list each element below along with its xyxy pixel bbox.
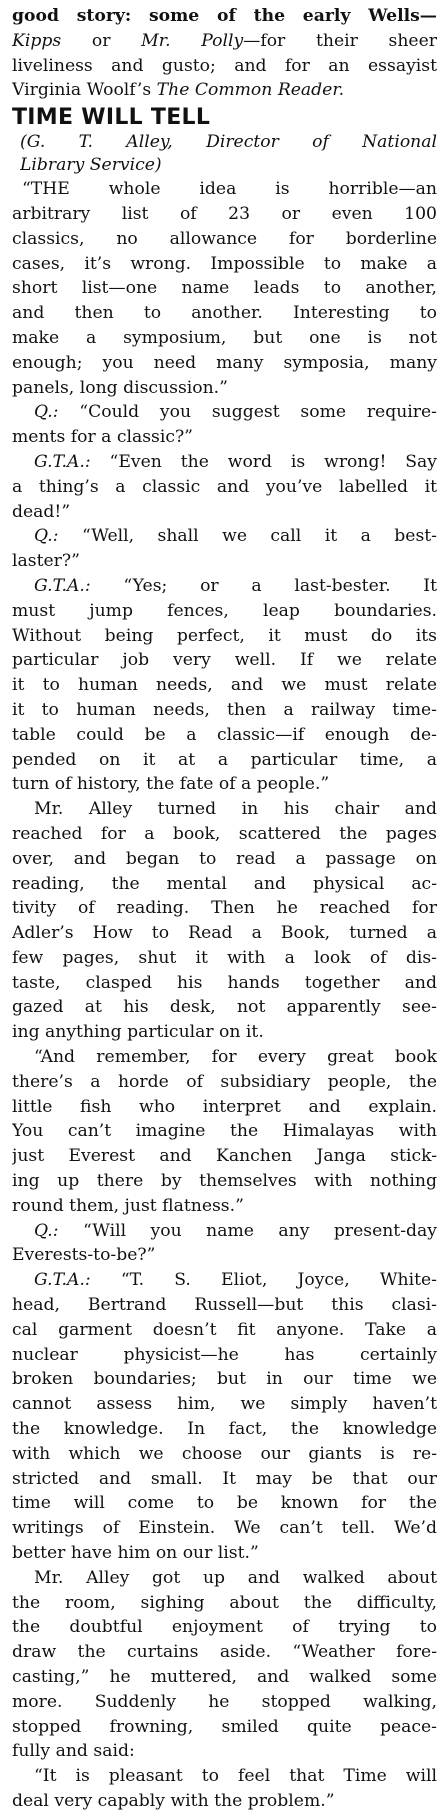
line-text: “Well, shall we call it a best- [58,526,437,547]
text-line [12,326,437,351]
text-line [12,301,437,326]
paragraph [12,400,437,450]
line-text: “Could you suggest some require- [58,402,437,423]
text-line [12,1268,437,1293]
line-text: cases, it’s wrong. Impossible to make a [12,253,437,274]
text-line [12,599,437,624]
text-line [12,698,437,723]
text-line [12,400,437,425]
paragraph [12,797,437,1045]
text-line [12,1219,437,1244]
text-line [12,1045,437,1070]
paragraph [12,1268,437,1566]
text-line [12,1318,437,1343]
text-line [12,1392,437,1417]
line-text: deal very capably with the problem.” [12,1790,335,1811]
intro-line: Virginia Woolf’s The Common Reader. [12,80,345,101]
article-body [12,177,437,1814]
line-text: tivity of reading. Then he reached for [12,898,437,919]
text-line [12,1516,437,1541]
line-text: “T. S. Eliot, Joyce, White- [90,1270,437,1291]
speaker-label: Q.: [34,402,59,423]
line-text: a thing’s a classic and you’ve labelled it [12,476,437,497]
line-text: You can’t imagine the Himalayas with [12,1121,437,1142]
line-text: ing up there by themselves with nothing [12,1171,437,1192]
text-line [12,1194,437,1219]
text-line [12,1789,437,1814]
text-line [12,1144,437,1169]
line-text: “THE whole idea is horrible—an [22,179,437,200]
line-text: gazed at his desk, not apparently see- [12,997,437,1018]
line-text: cannot assess him, we simply haven’t [12,1394,437,1415]
line-text: “It is pleasant to feel that Time will [34,1766,437,1787]
line-text: table could be a classic—if enough de- [12,724,437,745]
paragraph [12,524,437,574]
text-line [12,648,437,673]
line-text: reached for a book, scattered the pages [12,823,437,844]
text-line [12,995,437,1020]
line-text: ing anything particular on it. [12,1022,264,1043]
text-line [12,723,437,748]
paragraph [12,1219,437,1269]
speaker-label: G.T.A.: [34,575,91,596]
text-line [12,376,437,401]
line-text: classics, no allowance for borderline [12,228,437,249]
line-text: Everests-to-be?” [12,1245,156,1266]
line-text: it to human needs, then a railway time- [12,699,437,720]
text-line [12,921,437,946]
text-line [12,252,437,277]
text-line [12,351,437,376]
text-line [12,1293,437,1318]
text-line [12,425,437,450]
paragraph [12,1566,437,1764]
intro-line: good story: some of the early Wells— [12,6,437,26]
intro-block [12,4,437,103]
text-line [12,1169,437,1194]
line-text: turn of history, the fate of a people.” [12,774,330,795]
line-text: Mr. Alley got up and walked about [34,1567,437,1588]
line-text: time will come to be known for the [12,1493,437,1514]
line-text: fully and said: [12,1741,135,1762]
text-line [12,276,437,301]
line-text: reading, the mental and physical ac- [12,873,437,894]
line-text: the room, sighing about the difficulty, [12,1592,437,1613]
intro-line: Kipps or Mr. Polly—for their sheer [12,30,437,51]
line-text: Mr. Alley turned in his chair and [34,799,437,820]
line-text: panels, long discussion.” [12,377,228,398]
text-line [12,1070,437,1095]
text-line [12,1640,437,1665]
line-text: particular job very well. If we relate [12,650,437,671]
text-line [12,1119,437,1144]
line-text: enough; you need many symposia, many [12,352,437,373]
line-text: cal garment doesn’t fit anyone. Take a [12,1319,437,1340]
text-line [12,1615,437,1640]
line-text: stopped frowning, smiled quite peace- [12,1716,437,1737]
paragraph [12,1764,437,1814]
text-line [12,748,437,773]
speaker-label: Q.: [34,1220,59,1241]
line-text: laster?” [12,551,80,572]
text-line [12,1343,437,1368]
text-line [12,1367,437,1392]
line-text: “Yes; or a last-bester. It [90,575,437,596]
line-text: “Will you name any present-day [58,1220,437,1241]
line-text: taste, clasped his hands together and [12,972,437,993]
line-text: over, and began to read a passage on [12,848,437,869]
text-line [12,475,437,500]
text-line [12,202,437,227]
line-text: nuclear physicist—he has certainly [12,1344,437,1365]
line-text: the knowledge. In fact, the knowledge [12,1419,437,1440]
speaker-label: G.T.A.: [34,451,91,472]
line-text: Without being perfect, it must do its [12,625,437,646]
speaker-label: G.T.A.: [34,1270,91,1291]
text-line [12,450,437,475]
intro-line: liveliness and gusto; and for an essayist [12,55,437,76]
text-line [12,847,437,872]
speaker-label: Q.: [34,526,59,547]
line-text: dead!” [12,501,71,522]
paragraph [12,574,437,797]
line-text: broken boundaries; but in our time we [12,1369,437,1390]
text-line [12,822,437,847]
text-line [12,1739,437,1764]
line-text: head, Bertrand Russell—but this clasi- [12,1295,437,1316]
line-text: writings of Einstein. We can’t tell. We’d [12,1518,437,1539]
text-line [12,1417,437,1442]
text-line [12,1541,437,1566]
text-line [12,1591,437,1616]
text-line [12,1020,437,1045]
text-line [12,946,437,971]
line-text: ments for a classic?” [12,427,193,448]
text-line [12,549,437,574]
text-line [12,1764,437,1789]
line-text: must jump fences, leap boundaries. [12,600,437,621]
line-text: casting,” he muttered, and walked some [12,1667,437,1687]
section-heading: TIME WILL TELL [12,105,211,131]
line-text: little fish who interpret and explain. [12,1096,437,1117]
line-text: with which we choose our giants is re- [12,1443,437,1464]
text-line [12,624,437,649]
line-text: arbitrary list of 23 or even 100 [12,203,437,224]
text-line [12,524,437,549]
line-text: more. Suddenly he stopped walking, [12,1691,437,1712]
text-line [12,772,437,797]
text-line [12,673,437,698]
paragraph [12,177,437,400]
line-text: few pages, shut it with a look of dis- [12,947,437,968]
byline: (G. T. Alley, Director of National Library Service) [20,132,437,176]
line-text: round them, just flatness.” [12,1195,244,1216]
text-line [12,500,437,525]
line-text: draw the curtains aside. “Weather fore- [12,1642,437,1663]
paragraph [12,450,437,524]
line-text: Adler’s How to Read a Book, turned a [12,923,437,944]
line-text: it to human needs, and we must relate [12,675,437,696]
line-text: make a symposium, but one is not [12,327,437,348]
line-text: and then to another. Interesting to [12,303,437,324]
text-line [12,1690,437,1715]
text-line [12,574,437,599]
text-line [12,797,437,822]
line-text: pended on it at a particular time, a [12,749,437,770]
paragraph [12,1045,437,1219]
line-text: better have him on our list.” [12,1543,259,1564]
line-text: just Everest and Kanchen Janga stick- [12,1146,437,1167]
line-text: stricted and small. It may be that our [12,1468,437,1489]
text-line [12,1095,437,1120]
text-line [12,1715,437,1740]
text-line [12,227,437,252]
text-line [12,1491,437,1516]
text-line [12,1665,437,1690]
text-line [12,1566,437,1591]
text-line [12,1243,437,1268]
text-line [12,1467,437,1492]
text-line [12,971,437,996]
text-line [12,177,437,202]
text-line [12,896,437,921]
line-text: there’s a horde of subsidiary people, the [12,1071,437,1092]
text-line [12,1442,437,1467]
line-text: the doubtful enjoyment of trying to [12,1617,437,1638]
line-text: “Even the word is wrong! Say [90,451,437,472]
line-text: short list—one name leads to another, [12,278,437,299]
text-line [12,872,437,897]
line-text: “And remember, for every great book [34,1047,437,1068]
